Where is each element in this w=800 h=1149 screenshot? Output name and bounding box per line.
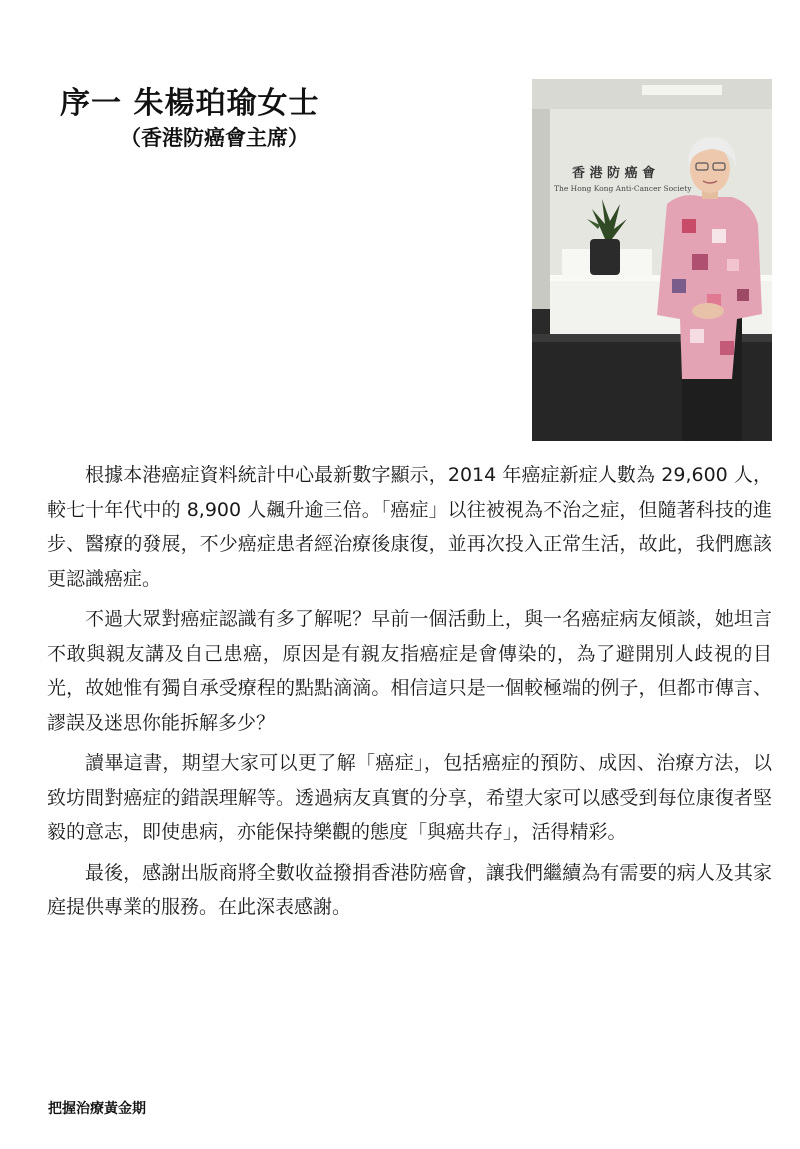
body-paragraph: 不過大眾對癌症認識有多了解呢？早前一個活動上，與一名癌症病友傾談，她坦言不敢與親友講及自己患癌，原因是有親友指癌症是會傳染的，為了避開別人歧視的目光，故她惟有獨自承受療程的點點滴滴。相信這只是一個較極端的例子，但都市傳言、謬誤及迷思你能拆解多少？ [47, 608, 772, 734]
preface-subtitle: （香港防癌會主席） [120, 126, 309, 150]
portrait-illustration [532, 79, 772, 441]
body-paragraph: 根據本港癌症資料統計中心最新數字顯示，2014 年癌症新症人數為 29,600 人，較七十年代中的 8,900 人飆升逾三倍。「癌症」以往被視為不治之症，但隨著科技的進步、醫療的發展，不少癌症患者經治療後康復，並再次投入正常生活，故此，我們應該更認識癌症。 [47, 464, 772, 590]
body-paragraph: 讀畢這書，期望大家可以更了解「癌症」，包括癌症的預防、成因、治療方法，以致坊間對癌症的錯誤理解等。透過病友真實的分享，希望大家可以感受到每位康復者堅毅的意志，即使患病，亦能保持樂觀的態度「與癌共存」，活得精彩。 [47, 752, 772, 843]
preface-title: 序一 朱楊珀瑜女士 [60, 86, 320, 121]
running-footer: 把握治療黃金期 [48, 1101, 146, 1117]
preface-body [47, 458, 772, 931]
portrait-photo [532, 79, 772, 441]
body-paragraph: 最後，感謝出版商將全數收益撥捐香港防癌會，讓我們繼續為有需要的病人及其家庭提供專業的服務。在此深表感謝。 [47, 861, 772, 918]
sign-chinese-text: 香 港 防 癌 會 [572, 166, 656, 181]
sign-english-text: The Hong Kong Anti-Cancer Society [554, 184, 692, 193]
